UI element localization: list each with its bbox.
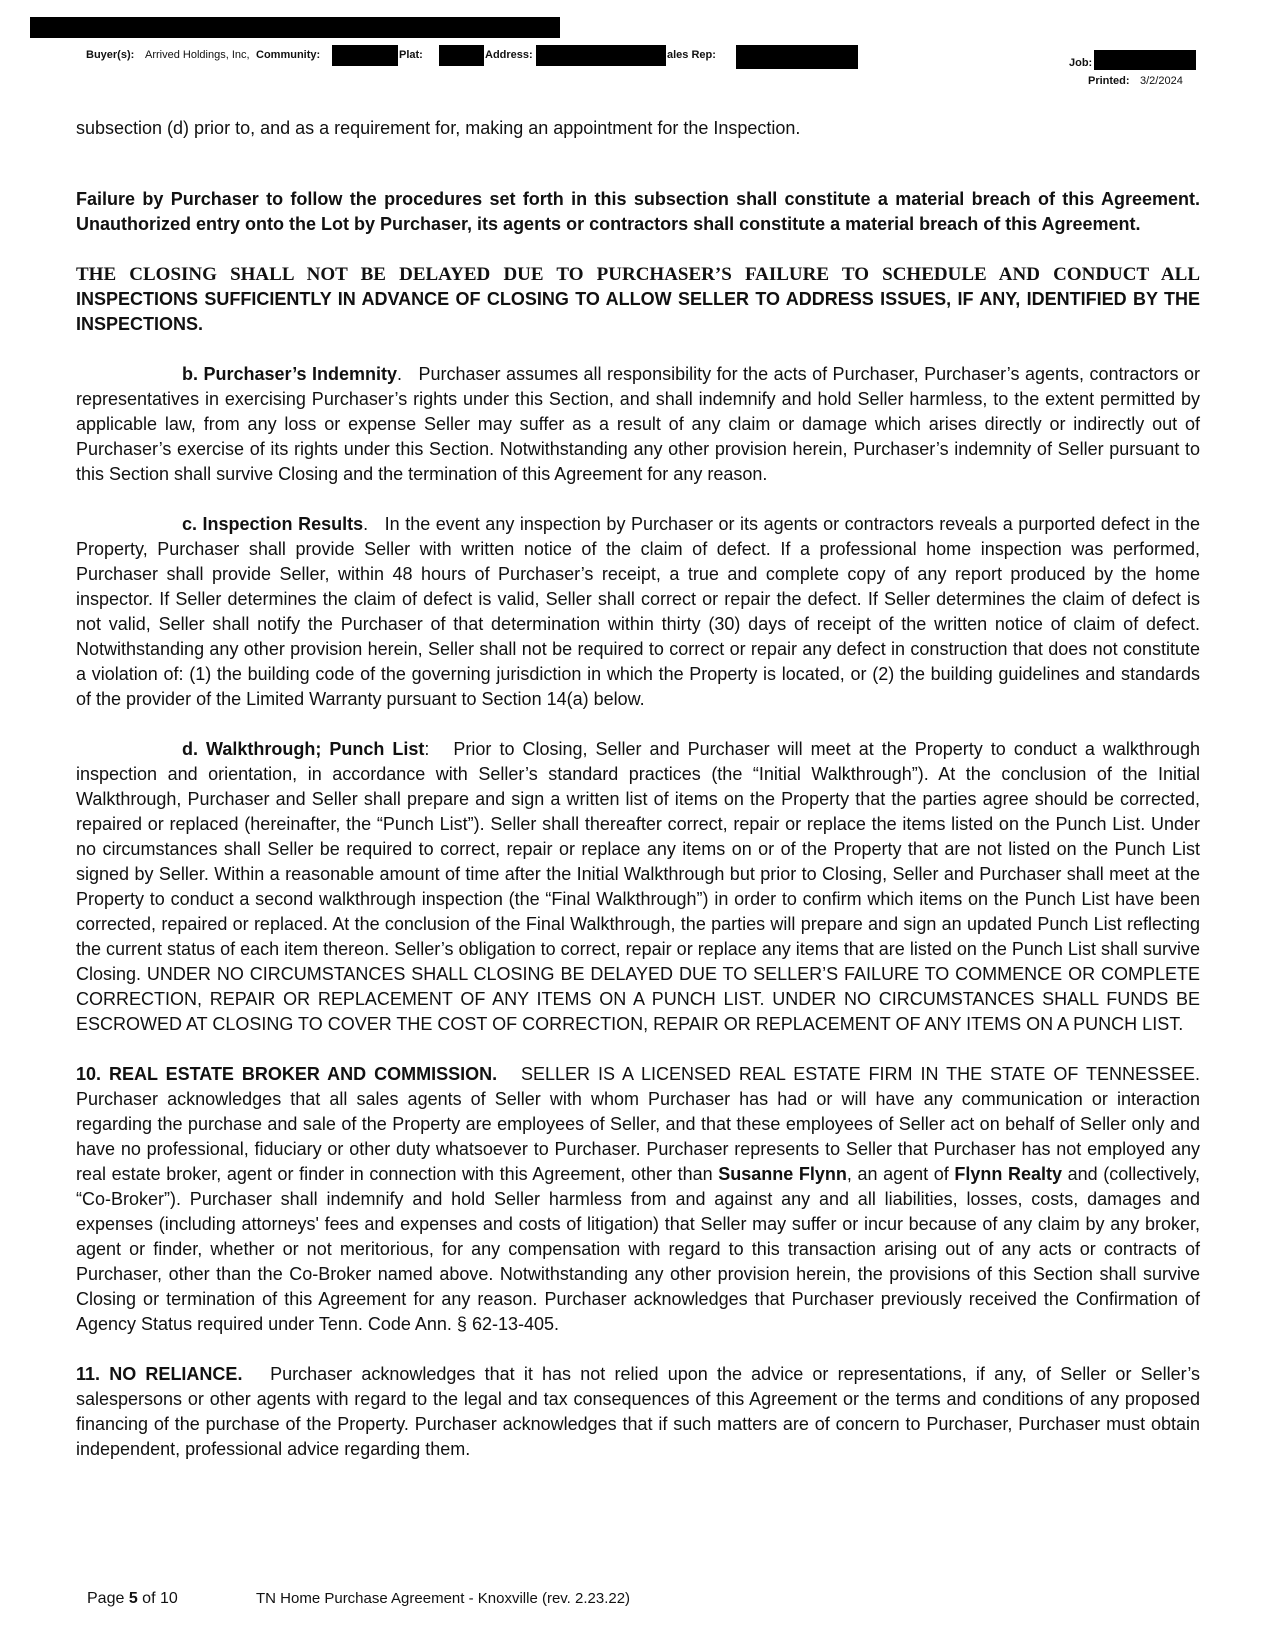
subsection-c: c. Inspection Results. In the event any inspection by Purchaser or its agents or contractors reveals a purported defect in the Property, Purchaser shall provide Seller with written notice of the claim of defect. If a professional home inspection was performed, Purchaser shall provide Seller, within 48 hours of Purchaser’s receipt, a true and complete copy of any report produced by the home inspector. If Seller determines the claim of defect is valid, Seller shall correct or repair the defect. If Seller determines the claim of defect is not valid, Seller shall notify the Purchaser of that determination within thirty (30) days of receipt of the written notice of claim of defect. Notwithstanding any other provision herein, Seller shall not be required to correct or repair any defect in construction that does not constitute a violation of: (1) the building code of the governing jurisdiction in which the Property is located, or (2) the building guidelines and standards of the provider of the Limited Warranty pursuant to Section 14(a) below. bbox=[76, 514, 1200, 709]
section-10-text-1: SELLER IS A LICENSED REAL ESTATE FIRM IN THE STATE OF TENNESSEE. Purchaser acknowledges that all sales agents of Seller with whom Purchaser has had or will have any communication or interaction regarding the purchase and sale of the Property are employees of Seller, and that these employees of Seller act on behalf of Seller only and have no professional, fiduciary or other duty whatsoever to Purchaser. Purchaser represents to Seller that Purchaser has not employed any real estate broker, agent or finder in connection with this Agreement, other than bbox=[76, 1064, 1200, 1184]
redaction-community bbox=[332, 45, 398, 66]
intro-paragraph: subsection (d) prior to, and as a requirement for, making an appointment for the Inspection. bbox=[76, 118, 801, 138]
buyer-value: Arrived Holdings, Inc, bbox=[145, 49, 250, 61]
section-11-heading: 11. NO RELIANCE. bbox=[76, 1364, 243, 1384]
section-10-text-2: , an agent of bbox=[846, 1164, 949, 1184]
page-prefix: Page bbox=[87, 1590, 129, 1607]
plat-label: Plat: bbox=[399, 49, 423, 61]
closing-notice-serif: THE CLOSING SHALL NOT BE DELAYED DUE TO PURCHASER’S FAILURE TO SCHEDULE AND CONDUCT ALL bbox=[76, 264, 1200, 285]
redaction-job bbox=[1094, 50, 1196, 70]
subsection-b-heading: b. Purchaser’s Indemnity bbox=[182, 364, 398, 384]
page-total: of 10 bbox=[137, 1590, 178, 1607]
closing-notice-sans: INSPECTIONS SUFFICIENTLY IN ADVANCE OF CLOSING TO ALLOW SELLER TO ADDRESS ISSUES, IF ANY, IDENTIFIED BY THE INSPECTIONS. bbox=[76, 289, 1200, 334]
printed-label: Printed: bbox=[1088, 75, 1130, 87]
job-label: Job: bbox=[1069, 57, 1093, 69]
subsection-d-heading: d. Walkthrough; Punch List bbox=[182, 739, 425, 759]
address-label: Address: bbox=[485, 49, 533, 61]
buyer-label: Buyer(s): bbox=[86, 49, 135, 61]
document-body bbox=[76, 116, 1200, 1487]
redaction-sales-rep bbox=[736, 45, 858, 69]
failure-paragraph: Failure by Purchaser to follow the procedures set forth in this subsection shall constitute a material breach of this Agreement. Unauthorized entry onto the Lot by Purchaser, its agents or contractors shall constitute a material breach of this Agreement. bbox=[76, 189, 1200, 234]
subsection-c-text: In the event any inspection by Purchaser or its agents or contractors reveals a purported defect in the Property, Purchaser shall provide Seller with written notice of the claim of defect. If a professional home inspection was performed, Purchaser shall provide Seller, within 48 hours of Purchaser’s receipt, a true and complete copy of any report produced by the home inspector. If Seller determines the claim of defect is valid, Seller shall correct or repair the defect. If Seller determines the claim of defect is not valid, Seller shall notify the Purchaser of that determination within thirty (30) days of receipt of the written notice of claim of defect. Notwithstanding any other provision herein, Seller shall not be required to correct or repair any defect in construction that does not constitute a violation of: (1) the building code of the governing jurisdiction in which the Property is located, or (2) the building guidelines and standards of the provider of the Limited Warranty pursuant to Section 14(a) below. bbox=[76, 514, 1200, 709]
redaction-plat bbox=[439, 45, 484, 66]
co-broker-agent-name: Susanne Flynn bbox=[718, 1164, 847, 1184]
closing-notice bbox=[76, 262, 1200, 337]
redaction-bar-top bbox=[30, 17, 560, 38]
redaction-address bbox=[536, 45, 666, 66]
sales-rep-label: ales Rep: bbox=[667, 49, 716, 61]
printed-date: 3/2/2024 bbox=[1140, 75, 1183, 87]
subsection-d: d. Walkthrough; Punch List: Prior to Closing, Seller and Purchaser will meet at the Property to conduct a walkthrough inspection and orientation, in accordance with Seller’s standard practices (the “Initial Walkthrough”). At the conclusion of the Initial Walkthrough, Purchaser and Seller shall prepare and sign a written list of items on the Property that the parties agree should be corrected, repaired or replaced (hereinafter, the “Punch List”). Seller shall thereafter correct, repair or replace the items listed on the Punch List. Under no circumstances shall Seller be required to correct, repair or replace any items on or of the Property that are not listed on the Punch List signed by Seller. Within a reasonable amount of time after the Initial Walkthrough but prior to Closing, Seller and Purchaser shall meet at the Property to conduct a second walkthrough inspection (the “Final Walkthrough”) in order to confirm which items on the Punch List have been corrected, repaired or replaced. At the conclusion of the Final Walkthrough, the parties will prepare and sign an updated Punch List reflecting the current status of each item thereon. Seller’s obligation to correct, repair or replace any items that are listed on the Punch List shall survive Closing. UNDER NO CIRCUMSTANCES SHALL CLOSING BE DELAYED DUE TO SELLER’S FAILURE TO COMMENCE OR COMPLETE CORRECTION, REPAIR OR REPLACEMENT OF ANY ITEMS ON A PUNCH LIST. UNDER NO CIRCUMSTANCES SHALL FUNDS BE ESCROWED AT CLOSING TO COVER THE COST OF CORRECTION, REPAIR OR REPLACEMENT OF ANY ITEMS ON A PUNCH LIST. bbox=[76, 739, 1200, 1034]
current-page: 5 bbox=[128, 1590, 138, 1607]
section-11-text: Purchaser acknowledges that it has not relied upon the advice or representations, if any, of Seller or Seller’s salespersons or other agents with regard to the legal and tax consequences of this Agreement or the terms and conditions of any proposed financing of the purchase of the Property. Purchaser acknowledges that if such matters are of concern to Purchaser, Purchaser must obtain independent, professional advice regarding them. bbox=[76, 1364, 1200, 1459]
co-broker-firm-name: Flynn Realty bbox=[954, 1164, 1063, 1184]
section-10-text-3: and (collectively, “Co-Broker”). Purchaser shall indemnify and hold Seller harmless from and against any and all liabilities, losses, costs, damages and expenses (including attorneys' fees and expenses and costs of litigation) that Seller may suffer or incur because of any claim by any broker, agent or finder, whether or not meritorious, for any compensation with regard to this transaction arising out of any acts or contracts of Purchaser, other than the Co-Broker named above. Notwithstanding any other provision herein, the provisions of this Section shall survive Closing or termination of this Agreement for any reason. Purchaser acknowledges that Purchaser previously received the Confirmation of Agency Status required under Tenn. Code Ann. § 62-13-405. bbox=[76, 1164, 1200, 1334]
subsection-c-heading: c. Inspection Results bbox=[182, 514, 364, 534]
subsection-b-text: Purchaser assumes all responsibility for the acts of Purchaser, Purchaser’s agents, contractors or representatives in exercising Purchaser’s rights under this Section, and shall indemnify and hold Seller harmless, to the extent permitted by applicable law, from any loss or expense Seller may suffer as a result of any claim or damage which arises directly or indirectly out of Purchaser’s exercise of its rights under this Section. Notwithstanding any other provision herein, Purchaser’s indemnity of Seller pursuant to this Section shall survive Closing and the termination of this Agreement for any reason. bbox=[76, 364, 1201, 484]
subsection-b: b. Purchaser’s Indemnity. Purchaser assumes all responsibility for the acts of Purchaser, Purchaser’s agents, contractors or representatives in exercising Purchaser’s rights under this Section, and shall indemnify and hold Seller harmless, to the extent permitted by applicable law, from any loss or expense Seller may suffer as a result of any claim or damage which arises directly or indirectly out of Purchaser’s exercise of its rights under this Section. Notwithstanding any other provision herein, Purchaser’s indemnity of Seller pursuant to this Section shall survive Closing and the termination of this Agreement for any reason. bbox=[76, 364, 1201, 484]
section-10-heading: 10. REAL ESTATE BROKER AND COMMISSION. bbox=[76, 1064, 498, 1084]
page-number bbox=[87, 1590, 178, 1608]
subsection-d-text: Prior to Closing, Seller and Purchaser will meet at the Property to conduct a walkthrough inspection and orientation, in accordance with Seller’s standard practices (the “Initial Walkthrough”). At the conclusion of the Initial Walkthrough, Purchaser and Seller shall prepare and sign a written list of items on the Property that the parties agree should be corrected, repaired or replaced (hereinafter, the “Punch List”). Seller shall thereafter correct, repair or replace the items listed on the Punch List. Under no circumstances shall Seller be required to correct, repair or replace any items on or of the Property that are not listed on the Punch List signed by Seller. Within a reasonable amount of time after the Initial Walkthrough but prior to Closing, Seller and Purchaser shall meet at the Property to conduct a second walkthrough inspection (the “Final Walkthrough”) in order to confirm which items on the Punch List have been corrected, repaired or replaced. At the conclusion of the Final Walkthrough, the parties will prepare and sign an updated Punch List reflecting the current status of each item thereon. Seller’s obligation to correct, repair or replace any items that are listed on the Punch List shall survive Closing. UNDER NO CIRCUMSTANCES SHALL CLOSING BE DELAYED DUE TO SELLER’S FAILURE TO COMMENCE OR COMPLETE CORRECTION, REPAIR OR REPLACEMENT OF ANY ITEMS ON A PUNCH LIST. UNDER NO CIRCUMSTANCES SHALL FUNDS BE ESCROWED AT CLOSING TO COVER THE COST OF CORRECTION, REPAIR OR REPLACEMENT OF ANY ITEMS ON A PUNCH LIST. bbox=[76, 739, 1200, 1034]
section-10 bbox=[76, 1062, 1200, 1337]
document-title-footer: TN Home Purchase Agreement - Knoxville (rev. 2.23.22) bbox=[256, 1590, 631, 1607]
community-label: Community: bbox=[256, 49, 321, 61]
section-11 bbox=[76, 1362, 1200, 1462]
